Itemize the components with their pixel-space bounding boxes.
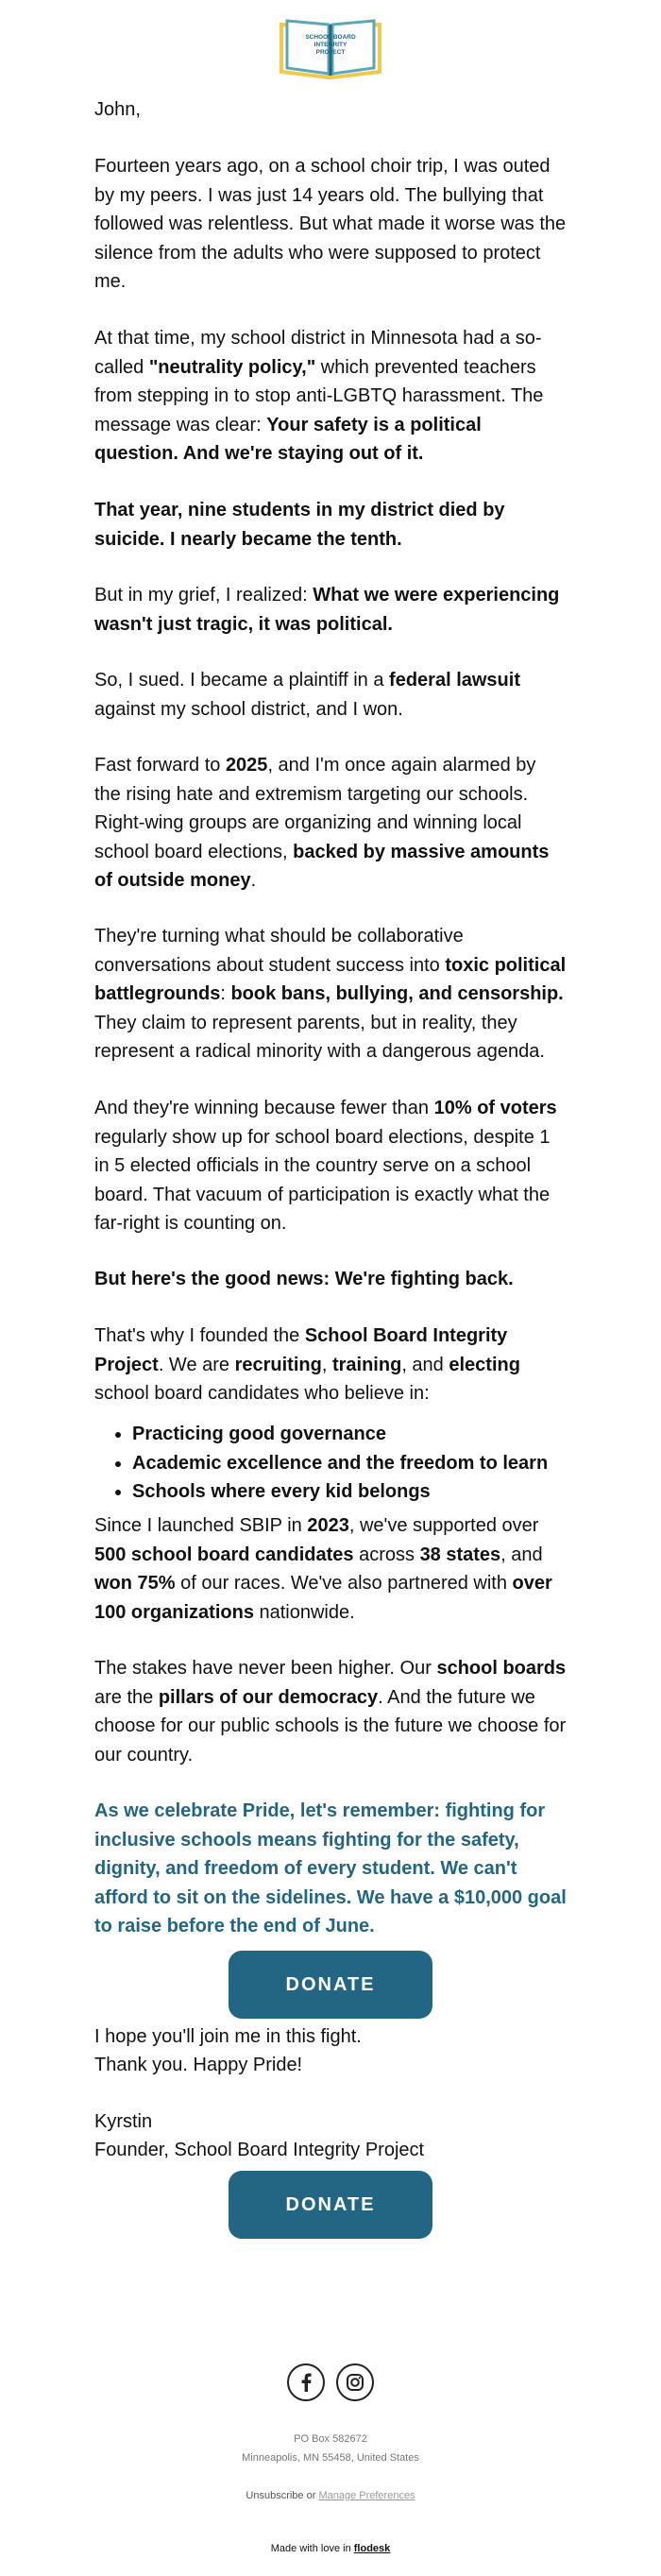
closing-line-1: I hope you'll join me in this fight. <box>94 2026 362 2047</box>
list-item: • Schools where every kid belongs <box>132 1477 604 1507</box>
address-line-2: Minneapolis, MN 55458, United States <box>242 2452 419 2464</box>
greeting: John, <box>94 99 141 120</box>
instagram-glyph-icon <box>346 2373 364 2392</box>
facebook-glyph-icon <box>299 2373 313 2392</box>
paragraph-3: That year, nine students in my district died by suicide. I nearly became the tenth. <box>94 500 505 550</box>
paragraph-12: The stakes have never been higher. Our school boards are the pillars of our democracy. And the future we choose for our public schools is the future we choose for our country. <box>94 1658 567 1766</box>
flodesk-link[interactable]: flodesk <box>353 2543 391 2554</box>
paragraph-5: So, I sued. I became a plaintiff in a federal lawsuit against my school district, and I won. <box>94 670 520 720</box>
manage-preferences-link[interactable]: Manage Preferences <box>318 2490 415 2501</box>
paragraph-10: That's why I founded the School Board Integrity Project. We are recruiting, training, and electing school board candidates who believe in: <box>94 1325 520 1404</box>
instagram-icon[interactable] <box>336 2363 374 2401</box>
logo-text-line-1: SCHOOL BOARD <box>305 34 356 41</box>
address-line-1: PO Box 582672 <box>294 2433 367 2445</box>
footer-credit: Made with love in flodesk <box>270 2543 391 2554</box>
paragraph-6: Fast forward to 2025, and I'm once again alarmed by the rising hate and extremism targeting our schools. Right-wing groups are organizing and winning local school board elections, backed by massive amounts of outside money. <box>94 755 550 891</box>
paragraph-8: And they're winning because fewer than 10% of voters regularly show up for school board elections, despite 1 in 5 elected officials in the country serve on a school board. That vacuum of participation is exactly what the far-right is counting on. <box>94 1098 557 1234</box>
signature-title: Founder, School Board Integrity Project <box>94 2140 425 2160</box>
paragraph-11: Since I launched SBIP in 2023, we've supported over 500 school board candidates across 38 states, and won 75% of our races. We've also partnered with over 100 organizations nationwide. <box>94 1515 552 1623</box>
donate-button-bottom[interactable]: DONATE <box>229 2171 432 2239</box>
donate-button[interactable]: DONATE <box>229 1951 432 2019</box>
paragraph-4: But in my grief, I realized: What we were experiencing wasn't just tragic, it was political. <box>94 585 560 635</box>
footer-links: Unsubscribe or Manage Preferences <box>246 2490 415 2501</box>
logo <box>274 15 387 83</box>
paragraph-2: At that time, my school district in Minnesota had a so-called "neutrality policy," which prevented teachers from stepping in to stop anti-LGBTQ harassment. The message was clear: Your safety is a political question. And we're staying out of it. <box>94 328 544 464</box>
list-item: • Practicing good governance <box>132 1420 604 1449</box>
paragraph-1: Fourteen years ago, on a school choir trip, I was outed by my peers. I was just 14 years old. The bullying that followed was relentless. But what made it worse was the silence from the adults who were supposed to protect me. <box>94 156 567 292</box>
facebook-icon[interactable] <box>287 2363 325 2401</box>
beliefs-list <box>94 1420 604 1507</box>
unsubscribe-link[interactable]: Unsubscribe <box>246 2490 304 2501</box>
footer-address <box>0 2430 661 2467</box>
logo-text-line-2: INTEGRITY <box>314 42 347 48</box>
logo-text-line-3: PROJECT <box>315 49 346 56</box>
closing-line-2: Thank you. Happy Pride! <box>94 2055 303 2075</box>
paragraph-9: But here's the good news: We're fighting back. <box>94 1269 514 1289</box>
paragraph-7: They're turning what should be collaborative conversations about student success into toxic political battlegrounds: book bans, bullying, and censorship. They claim to represent parents, but in reality, they represent a radical minority with a dangerous agenda. <box>94 926 567 1062</box>
list-item: • Academic excellence and the freedom to learn <box>132 1449 604 1478</box>
signature-name: Kyrstin <box>94 2111 153 2132</box>
pride-message: As we celebrate Pride, let's remember: fighting for inclusive schools means fighting for the safety, dignity, and freedom of every student. We can't afford to sit on the sidelines. We have a $10,000 goal to raise before the end of June. <box>94 1800 567 1936</box>
